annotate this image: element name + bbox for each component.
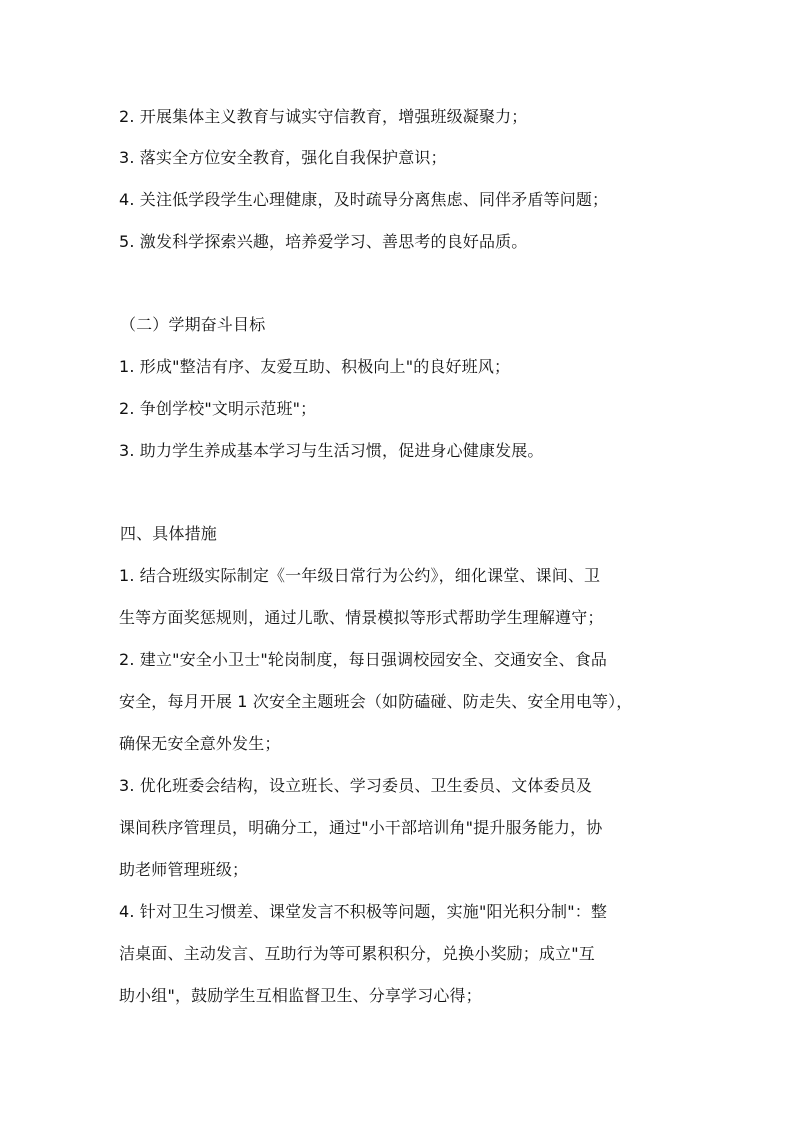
- measure-line: 4. 针对卫生习惯差、课堂发言不积极等问题，实施"阳光积分制"：整: [119, 902, 608, 921]
- objective-item-3: 3. 落实全方位安全教育，强化自我保护意识；: [119, 148, 447, 167]
- objective-item-2: 2. 开展集体主义教育与诚实守信教育，增强班级凝聚力；: [119, 107, 528, 126]
- goal-item-3: 3. 助力学生养成基本学习与生活习惯，促进身心健康发展。: [119, 441, 544, 460]
- measure-line: 助老师管理班级；: [119, 860, 249, 879]
- measures-heading: 四、具体措施: [120, 524, 217, 543]
- objective-item-5: 5. 激发科学探索兴趣，培养爱学习、善思考的良好品质。: [119, 232, 528, 251]
- goals-heading: （二）学期奋斗目标: [120, 315, 266, 334]
- measure-line: 1. 结合班级实际制定《一年级日常行为公约》，细化课堂、课间、卫: [119, 566, 601, 585]
- objective-item-4: 4. 关注低学段学生心理健康，及时疏导分离焦虑、同伴矛盾等问题；: [119, 190, 609, 209]
- measure-line: 课间秩序管理员，明确分工，通过"小干部培训角"提升服务能力，协: [119, 818, 603, 837]
- measure-line: 生等方面奖惩规则，通过儿歌、情景模拟等形式帮助学生理解遵守；: [119, 608, 604, 627]
- measure-line: 确保无安全意外发生；: [119, 734, 281, 753]
- goal-item-1: 1. 形成"整洁有序、友爱互助、积极向上"的良好班风；: [119, 357, 511, 376]
- measure-line: 助小组"，鼓励学生互相监督卫生、分享学习心得；: [119, 986, 482, 1005]
- measure-line: 安全，每月开展 1 次安全主题班会（如防磕碰、防走失、安全用电等），: [119, 692, 633, 711]
- goal-item-2: 2. 争创学校"文明示范班"；: [119, 399, 317, 418]
- measure-line: 2. 建立"安全小卫士"轮岗制度，每日强调校园安全、交通安全、食品: [119, 650, 608, 669]
- measure-line: 洁桌面、主动发言、互助行为等可累积积分，兑换小奖励；成立"互: [119, 944, 595, 963]
- measure-line: 3. 优化班委会结构，设立班长、学习委员、卫生委员、文体委员及: [119, 776, 593, 795]
